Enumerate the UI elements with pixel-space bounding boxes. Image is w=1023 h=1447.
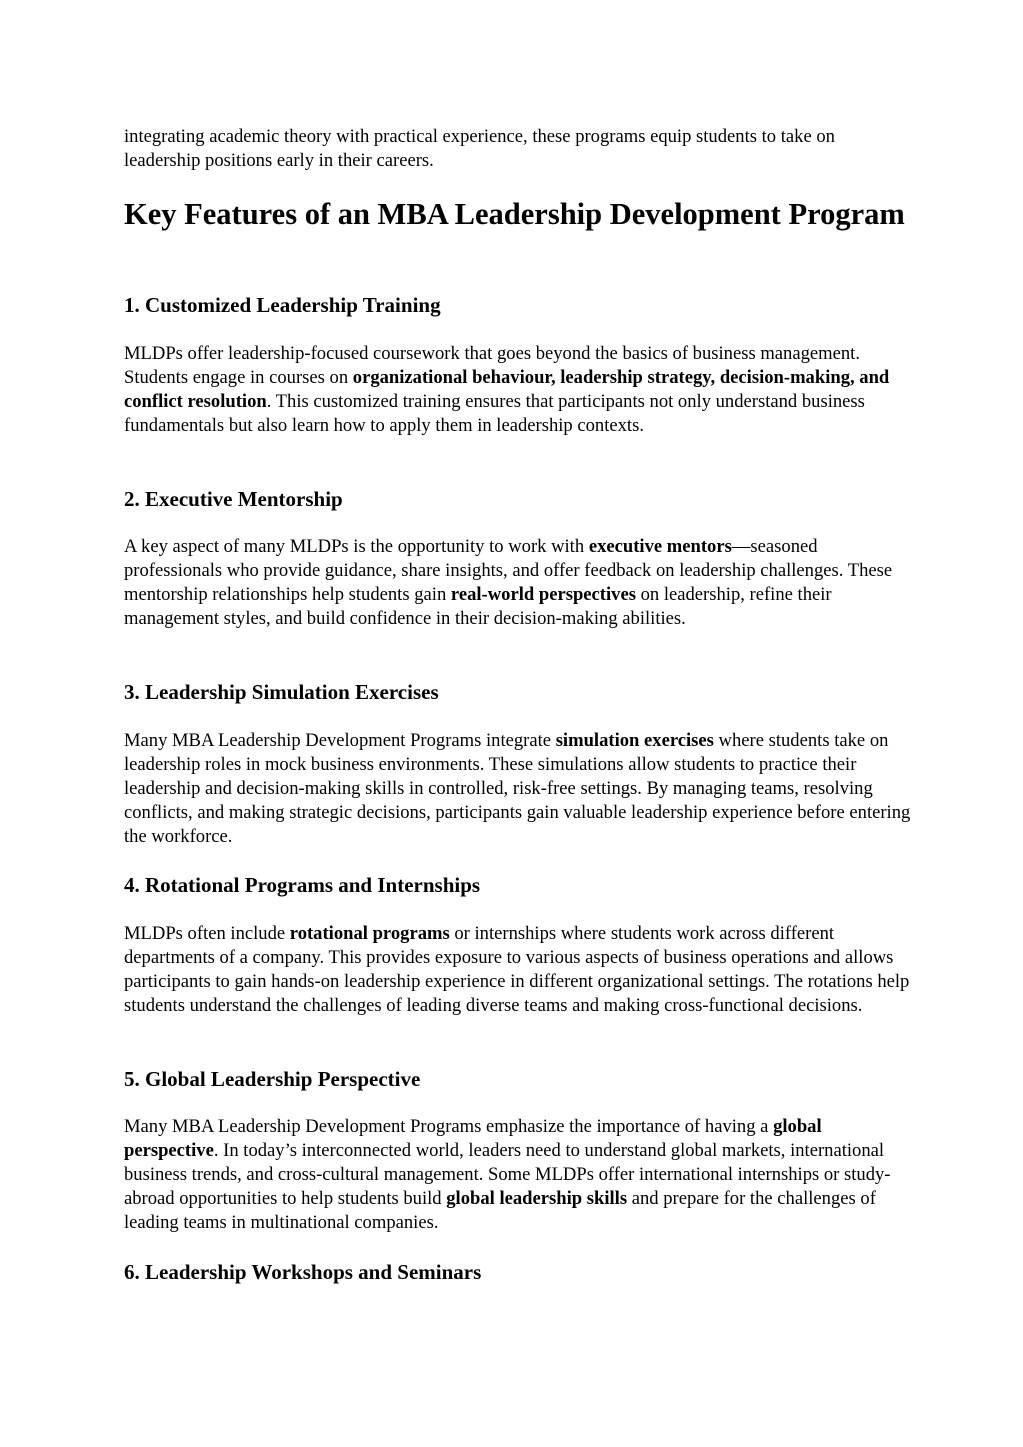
section-heading-3: 3. Leadership Simulation Exercises	[124, 680, 439, 704]
section-heading-1: 1. Customized Leadership Training	[124, 293, 441, 317]
main-heading: Key Features of an MBA Leadership Development Program	[124, 197, 905, 231]
section-paragraph-4: MLDPs often include rotational programs or internships where students work across different departments of a company. This provides exposure to various aspects of business operations and allows participants to gain hands-on leadership experience in different organizational settings. The rotations help students understand the challenges of leading diverse teams and making cross-functional decisions.	[124, 923, 910, 1016]
section-paragraph-3: Many MBA Leadership Development Programs integrate simulation exercises where students take on leadership roles in mock business environments. These simulations allow students to practice their leadership and decision-making skills in controlled, risk-free settings. By managing teams, resolving conflicts, and making strategic decisions, participants gain valuable leadership experience before entering the workforce.	[124, 730, 911, 847]
section-heading-6: 6. Leadership Workshops and Seminars	[124, 1260, 482, 1284]
section-paragraph-5: Many MBA Leadership Development Programs emphasize the importance of having a global perspective. In today’s interconnected world, leaders need to understand global markets, international business trends, and cross-cultural management. Some MLDPs offer international internships or study-abroad opportunities to help students build global leadership skills and prepare for the challenges of leading teams in multinational companies.	[124, 1116, 891, 1233]
section-heading-2: 2. Executive Mentorship	[124, 487, 343, 511]
section-paragraph-1: MLDPs offer leadership-focused coursework that goes beyond the basics of business management. Students engage in courses on organizational behaviour, leadership strategy, decision-making, and conflict resolution. This customized training ensures that participants not only understand business fundamentals but also learn how to apply them in leadership contexts.	[124, 343, 890, 436]
section-heading-5: 5. Global Leadership Perspective	[124, 1067, 421, 1091]
section-heading-4: 4. Rotational Programs and Internships	[124, 873, 481, 897]
section-paragraph-2: A key aspect of many MLDPs is the opportunity to work with executive mentors—seasoned professionals who provide guidance, share insights, and offer feedback on leadership challenges. These mentorship relationships help students gain real-world perspectives on leadership, refine their management styles, and build confidence in their decision-making abilities.	[124, 536, 893, 629]
intro-paragraph: integrating academic theory with practical experience, these programs equip students to take on leadership positions early in their careers.	[124, 126, 835, 171]
